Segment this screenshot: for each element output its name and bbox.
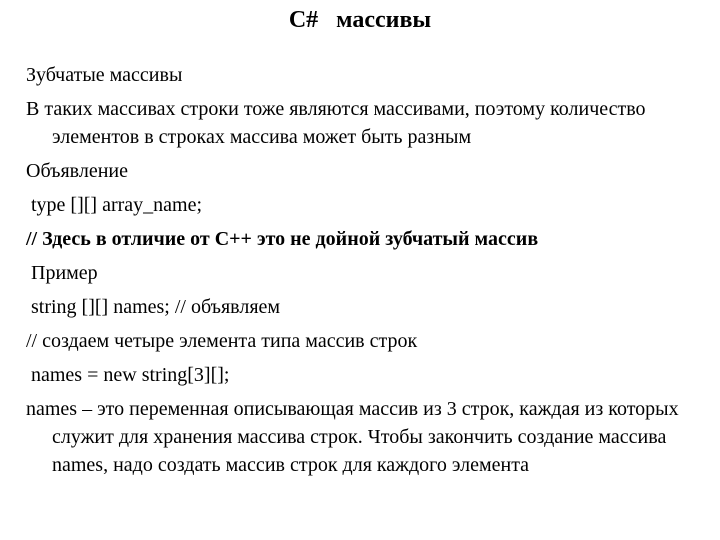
text-line-example: Пример: [26, 262, 98, 284]
code-line-declaration: type [][] array_name;: [26, 194, 203, 216]
comment-line-bold: // Здесь в отличие от C++ это не дойной зубчатый массив: [26, 228, 539, 250]
comment-line-create: // создаем четыре элемента типа массив строк: [26, 330, 418, 352]
code-line-names-new: names = new string[3][];: [26, 364, 230, 386]
code-line-names-declare: string [][] names; // объявляем: [26, 296, 281, 318]
slide-body: [26, 58, 706, 482]
slide-title: C# массивы: [288, 7, 432, 33]
text-line-jagged-arrays: Зубчатые массивы: [26, 64, 183, 86]
text-line-explanation: names – это переменная описывающая массив из 3 строк, каждая из которых служит для хранения массива строк. Чтобы закончить создание массива names, надо создать массив строк для каждого элемента: [26, 398, 679, 476]
text-line-declaration: Объявление: [26, 160, 128, 182]
text-line-description: В таких массивах строки тоже являются массивами, поэтому количество элементов в строках массива может быть разным: [26, 98, 646, 148]
